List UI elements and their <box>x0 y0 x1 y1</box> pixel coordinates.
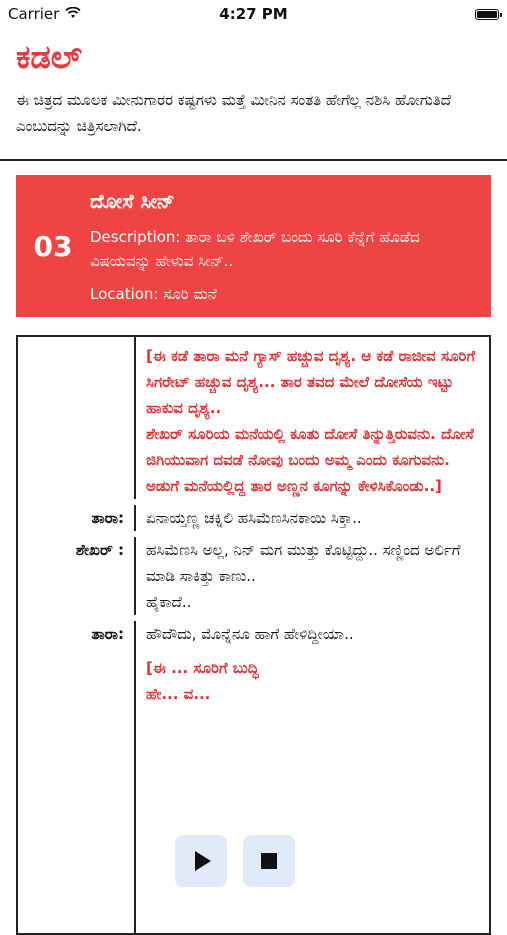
script-row <box>18 647 489 707</box>
scene-title: ದೋಸೆ ಸೀನ್ <box>90 189 175 213</box>
speaker-cell: ತಾರಾ: <box>18 621 136 647</box>
speaker-cell <box>18 337 136 499</box>
scene-details <box>90 189 479 303</box>
status-bar <box>0 0 507 28</box>
play-icon <box>195 851 211 871</box>
page-subtitle: ಈ ಚಿತ್ರದ ಮೂಲಕ ಮೀನುಗಾರರ ಕಷ್ಟಗಳು ಮತ್ತೆ ಮೀನಿನ ಸಂತತಿ ಹೇಗೆಲ್ಲ ನಶಿಸಿ ಹೋಗುತಿದೆ ಎಂಬುದನ್ನು ಚಿತ್ರಿಸಲಾಗಿದೆ. <box>16 91 451 135</box>
script-row <box>18 621 489 647</box>
playback-controls <box>175 835 295 887</box>
stop-icon <box>261 853 277 869</box>
status-time: 4:27 PM <box>219 5 288 23</box>
speaker-cell <box>18 707 136 933</box>
battery-icon <box>475 9 499 20</box>
scene-card[interactable] <box>16 175 491 317</box>
dialogue-line: ಏನಾಯ್ತಣ್ಣ ಚಕ್ನಿಲಿ ಹಸಿಮೆಣಸಿನಕಾಯಿ ಸಿಕ್ತಾ.. <box>146 509 362 527</box>
stage-direction: [ಈ ಕಡೆ ತಾರಾ ಮನೆ ಗ್ಯಾಸ್ ಹಚ್ಚುವ ದೃಶ್ಯ. ಆ ಕಡೆ ರಾಜೀವ ಸೂರಿಗೆ ಸಿಗರೇಟ್ ಹಚ್ಚುವ ದೃಶ್ಯ... ತಾರ ತವದ ಮೇಲೆ ದೋಸೆಯ ಇಟ್ಟು ಹಾಕುವ ದೃಶ್ಯ.. ಶೇಖರ್ ಸೂರಿಯ ಮನೆಯಲ್ಲಿ ಕೂತು ದೋಸೆ ತಿನ್ನುತ್ತಿರುವನು. ದೋಸೆ ಜಿಗಿಯುವಾಗ ದವಡೆ ನೋವು ಬಂದು ಅಮ್ಮ ಎಂದು ಕೂಗುವನು. ಅಡುಗೆ ಮನೆಯಲ್ಲಿದ್ದ ತಾರ ಅಣ್ಣನ ಕೂಗನ್ನು ಕೇಳಿಸಿಕೊಂಡು..] <box>146 347 476 495</box>
stage-direction: [ಈ ... ಸೂರಿಗೆ ಬುದ್ಧಿ ಹೇ... ವ... <box>146 659 259 703</box>
status-left <box>8 5 81 23</box>
page-header <box>0 28 507 139</box>
script-row <box>18 337 489 499</box>
speaker-cell <box>18 647 136 707</box>
header-divider <box>0 159 507 161</box>
script-row <box>18 537 489 615</box>
script-row-filler <box>18 707 489 933</box>
speaker-cell: ತಾರಾ: <box>18 505 136 531</box>
dialogue-line <box>136 707 489 933</box>
carrier-label: Carrier <box>8 5 60 23</box>
wifi-icon <box>65 5 81 23</box>
script-row <box>18 505 489 531</box>
dialogue-line: ಹಸಿಮೆಣಸಿ ಅಲ್ಲ, ನಿನ್ ಮಗ ಮುತ್ತು ಕೊಟ್ಟಿದ್ದು.. ಸಣ್ಣಿಂದ ಅರ್ಲಿಗೆ ಮಾಡಿ ಸಾಕಿತ್ತು ಕಾಣು.. ಹೈಕಾದೆ.. <box>146 541 461 611</box>
dialogue-line: ಹೌದೌದು, ಮೊನ್ನೆನೂ ಹಾಗೆ ಹೇಳಿದ್ದೀಯಾ.. <box>146 625 354 643</box>
play-button[interactable] <box>175 835 227 887</box>
stop-button[interactable] <box>243 835 295 887</box>
speaker-cell: ಶೇಖರ್ : <box>18 537 136 615</box>
scene-number: 03 <box>33 229 73 263</box>
page-title: ಕಡಲ್ <box>16 38 82 76</box>
scene-description: Description: ತಾರಾ ಬಳಿ ಶೇಖರ್ ಬಂದು ಸೂರಿ ಕೆನ್ನೆಗೆ ಹೊಡೆದ ವಿಷಯವನ್ನು ಹೇಳುವ ಸೀನ್.. <box>90 228 420 270</box>
scene-location: Location: ಸೂರಿ ಮನೆ <box>90 285 217 303</box>
